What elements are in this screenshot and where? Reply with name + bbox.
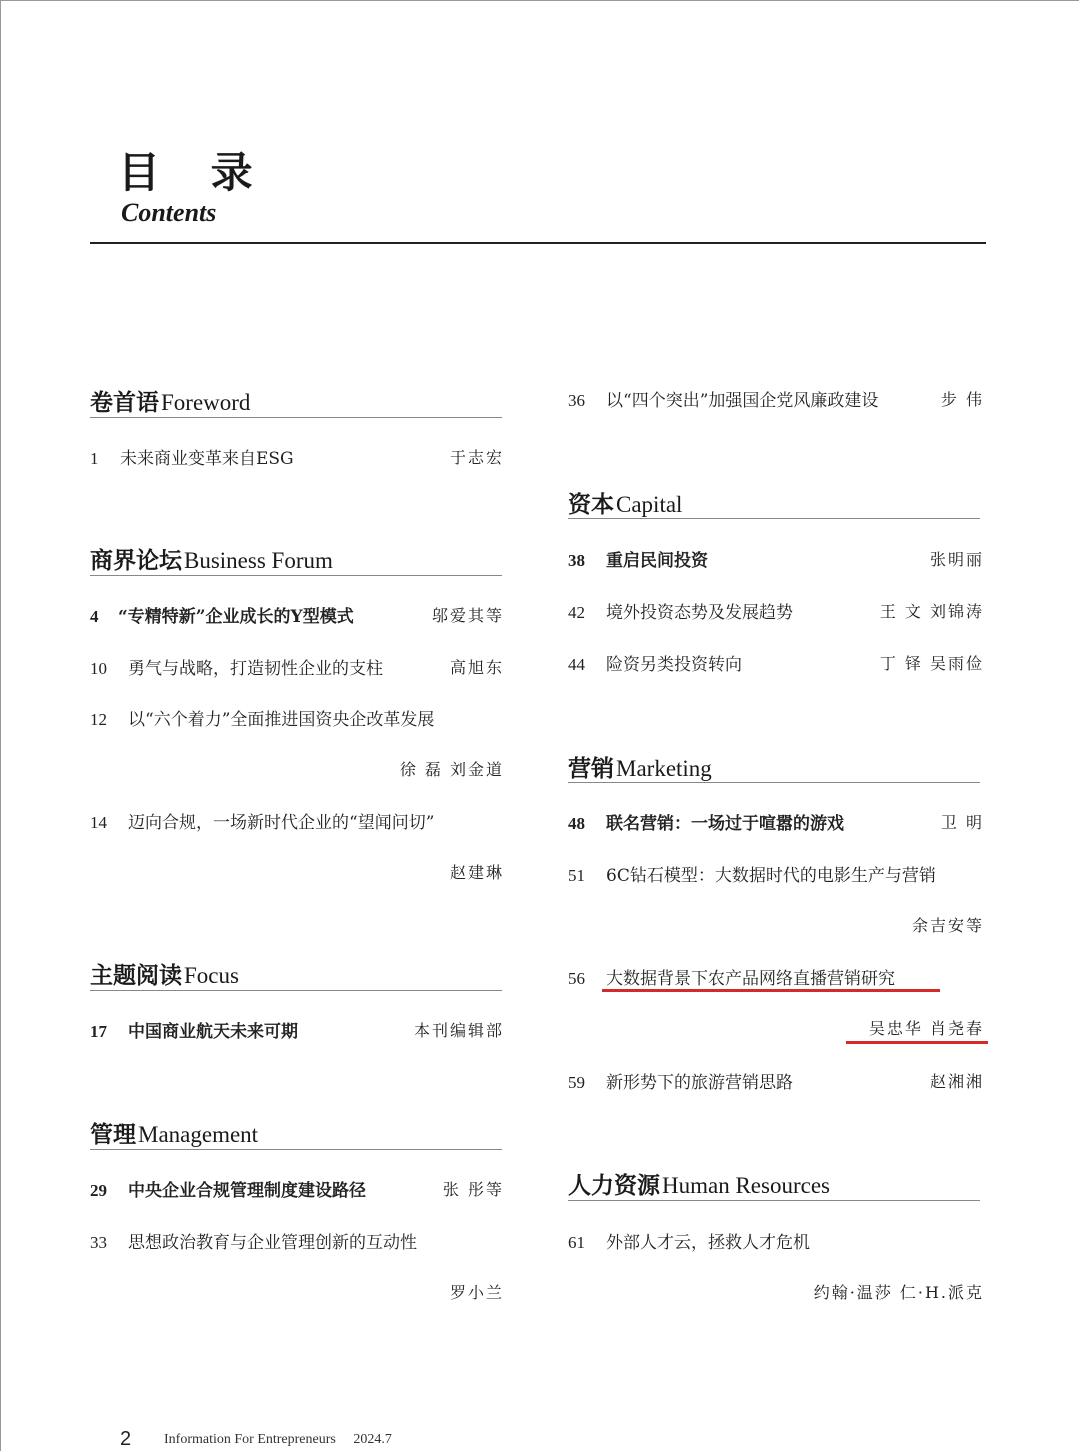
toc-entry-12[interactable]: [90, 705, 434, 730]
entry-title: 以“四个突出”加强国企党风廉政建设: [606, 391, 879, 411]
section-cn: 管理: [90, 1121, 136, 1148]
section-business-forum-heading: [90, 542, 333, 575]
page-number: 1: [90, 449, 99, 468]
section-en: Focus: [184, 963, 239, 988]
entry-author: 徐 磊 刘金道: [399, 760, 504, 779]
toc-entry-48[interactable]: [568, 809, 844, 834]
entry-title: 境外投资态势及发展趋势: [606, 603, 793, 623]
page-number: 10: [90, 659, 107, 678]
section-rule: [568, 1200, 980, 1201]
section-cn: 商界论坛: [90, 547, 182, 574]
entry-title: 新形势下的旅游营销思路: [606, 1073, 793, 1093]
highlight-underline: [846, 1041, 988, 1044]
section-focus-heading: [90, 957, 239, 990]
entry-author: 步 伟: [940, 390, 984, 409]
section-hr-heading: [568, 1167, 830, 1200]
toc-entry-42[interactable]: [568, 598, 793, 623]
toc-entry-4[interactable]: [90, 602, 354, 627]
entry-title: 以“六个着力”全面推进国资央企改革发展: [128, 710, 435, 730]
section-marketing-heading: [568, 750, 712, 783]
entry-title: 迈向合规，一场新时代企业的“望闻问切”: [128, 813, 435, 833]
entry-author: 张 彤等: [442, 1180, 504, 1199]
section-cn: 人力资源: [568, 1172, 660, 1199]
section-capital-heading: [568, 486, 682, 519]
toc-entry-44[interactable]: [568, 650, 742, 675]
entry-author: 张明丽: [929, 550, 984, 569]
entry-author: 吴忠华 肖尧春: [868, 1019, 984, 1038]
footer-journal: [164, 1432, 392, 1448]
section-en: Capital: [616, 492, 683, 517]
entry-author: 赵湘湘: [929, 1072, 984, 1091]
section-en: Foreword: [161, 390, 251, 415]
section-management-heading: [90, 1116, 258, 1149]
entry-author: 本刊编辑部: [413, 1021, 504, 1040]
page-number: 29: [90, 1181, 107, 1200]
highlight-underline: [602, 989, 940, 992]
section-en: Management: [138, 1122, 259, 1147]
entry-title: 中国商业航天未来可期: [128, 1022, 298, 1042]
entry-title: 中央企业合规管理制度建设路径: [128, 1181, 366, 1201]
page-number: 36: [568, 391, 585, 410]
toc-entry-61[interactable]: [568, 1228, 810, 1253]
section-foreword-heading: [90, 384, 250, 417]
page-number: 4: [90, 607, 99, 626]
section-rule: [568, 518, 980, 519]
footer-page-number: 2: [120, 1428, 132, 1450]
section-en: Business Forum: [184, 548, 333, 573]
page-title: 目 录: [118, 148, 271, 197]
section-rule: [568, 782, 980, 783]
entry-author: 赵建琳: [449, 863, 504, 882]
section-cn: 营销: [568, 755, 614, 782]
toc-entry-14[interactable]: [90, 808, 434, 833]
section-cn: 资本: [568, 491, 614, 518]
entry-title: 思想政治教育与企业管理创新的互动性: [128, 1233, 417, 1253]
section-rule: [90, 417, 502, 418]
page-number: 59: [568, 1073, 585, 1092]
toc-entry-1[interactable]: [90, 444, 294, 469]
section-cn: 主题阅读: [90, 962, 182, 989]
entry-author: 王 文 刘锦涛: [879, 602, 984, 621]
page-number: 44: [568, 655, 585, 674]
toc-entry-29[interactable]: [90, 1176, 366, 1201]
page-number: 61: [568, 1233, 585, 1252]
entry-title: 勇气与战略，打造韧性企业的支柱: [128, 659, 383, 679]
issue-number: 2024.7: [353, 1432, 392, 1447]
entry-author: 丁 铎 吴雨俭: [879, 654, 984, 673]
page-number: 12: [90, 710, 107, 729]
entry-title: 险资另类投资转向: [606, 655, 742, 675]
toc-entry-59[interactable]: [568, 1068, 793, 1093]
page-number: 56: [568, 969, 585, 988]
entry-title: 重启民间投资: [606, 551, 708, 571]
entry-author: 卫 明: [940, 813, 984, 832]
section-en: Marketing: [616, 756, 712, 781]
section-rule: [90, 1149, 502, 1150]
entry-author: 余吉安等: [911, 916, 984, 935]
section-rule: [90, 575, 502, 576]
page-number: 42: [568, 603, 585, 622]
entry-author: 于志宏: [449, 448, 504, 467]
entry-author: 邬爱其等: [431, 606, 504, 625]
entry-title: 联名营销：一场过于喧嚣的游戏: [606, 814, 844, 834]
entry-title: 未来商业变革来自ESG: [120, 449, 294, 469]
toc-entry-38[interactable]: [568, 546, 708, 571]
toc-entry-10[interactable]: [90, 654, 383, 679]
page-number: 38: [568, 551, 585, 570]
entry-title: 外部人才云，拯救人才危机: [606, 1233, 810, 1253]
entry-title: “专精特新”企业成长的Y型模式: [118, 607, 354, 627]
page-number: 14: [90, 813, 107, 832]
toc-entry-17[interactable]: [90, 1017, 298, 1042]
toc-entry-36[interactable]: [568, 386, 878, 411]
page-number: 51: [568, 866, 585, 885]
entry-title: 6C钻石模型：大数据时代的电影生产与营销: [606, 866, 936, 886]
section-rule: [90, 990, 502, 991]
entry-author: 罗小兰: [449, 1283, 504, 1302]
entry-title: 大数据背景下农产品网络直播营销研究: [606, 969, 895, 989]
journal-name: Information For Entrepreneurs: [164, 1432, 336, 1447]
section-en: Human Resources: [662, 1173, 830, 1198]
page-subtitle: Contents: [121, 198, 217, 227]
toc-entry-56[interactable]: [568, 964, 895, 989]
section-cn: 卷首语: [90, 389, 159, 416]
page-number: 33: [90, 1233, 107, 1252]
page-number: 48: [568, 814, 585, 833]
page-number: 17: [90, 1022, 107, 1041]
entry-author: 高旭东: [449, 658, 504, 677]
toc-entry-51[interactable]: [568, 861, 936, 886]
title-rule: [90, 242, 986, 244]
toc-entry-33[interactable]: [90, 1228, 417, 1253]
entry-author: 约翰·温莎 仁·H.派克: [813, 1283, 984, 1302]
